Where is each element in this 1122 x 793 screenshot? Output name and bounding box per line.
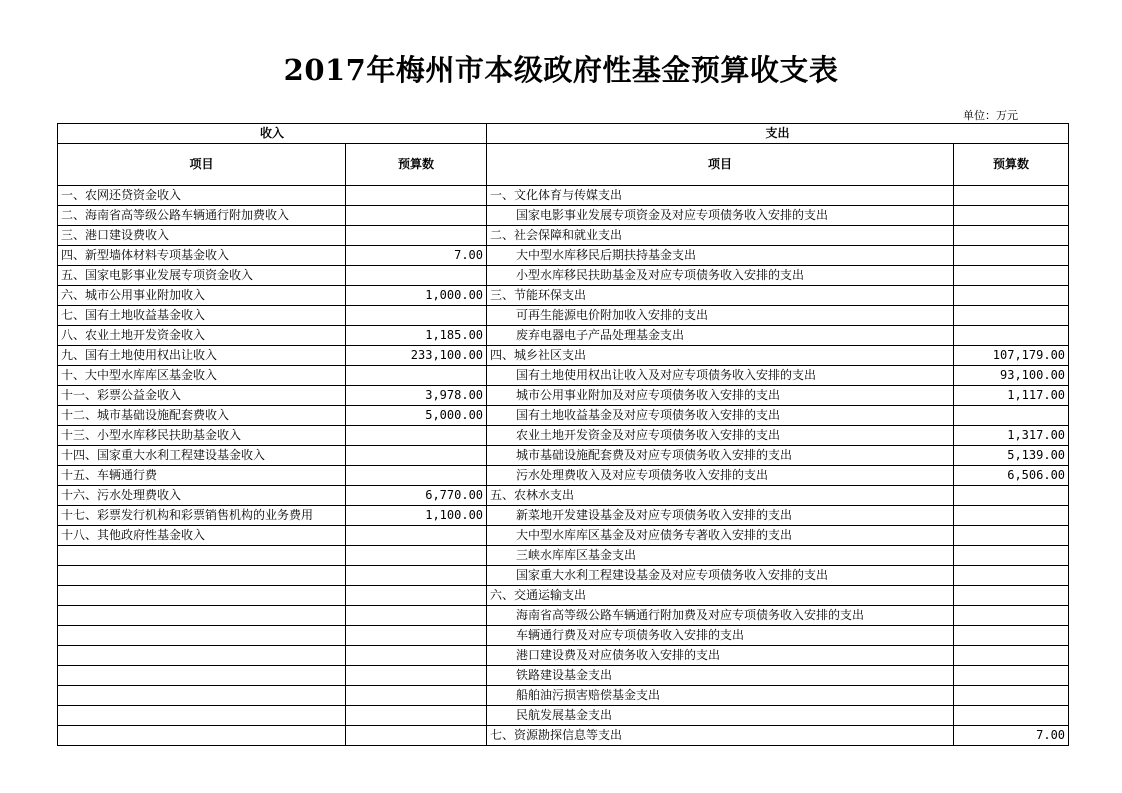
table-row [58,726,1069,746]
table-row [58,506,1069,526]
expense-item-cell: 一、文化体育与传媒支出 [487,186,954,206]
expense-value-cell [954,226,1069,246]
expense-item-cell: 大中型水库移民后期扶持基金支出 [487,246,954,266]
unit-label: 单位：万元 [963,109,1018,122]
table-row [58,366,1069,386]
table-row [58,586,1069,606]
expense-item-cell: 农业土地开发资金及对应专项债务收入安排的支出 [487,426,954,446]
expense-value-cell [954,666,1069,686]
expense-value-cell [954,486,1069,506]
income-value-cell [346,306,487,326]
income-value-cell [346,546,487,566]
expense-item-cell: 五、农林水支出 [487,486,954,506]
expense-item-cell: 城市公用事业附加及对应专项债务收入安排的支出 [487,386,954,406]
table-row [58,186,1069,206]
income-value-cell: 5,000.00 [346,406,487,426]
income-item-cell: 三、港口建设费收入 [58,226,346,246]
table-row [58,606,1069,626]
income-item-cell [58,646,346,666]
income-value-cell [346,446,487,466]
income-item-cell [58,626,346,646]
table-row [58,666,1069,686]
income-value-cell [346,466,487,486]
expense-item-cell: 港口建设费及对应债务收入安排的支出 [487,646,954,666]
income-value-cell [346,206,487,226]
income-value-cell [346,666,487,686]
table-row [58,466,1069,486]
expense-value-cell [954,326,1069,346]
income-value-cell [346,726,487,746]
income-item-cell: 六、城市公用事业附加收入 [58,286,346,306]
expense-item-cell: 小型水库移民扶助基金及对应专项债务收入安排的支出 [487,266,954,286]
income-value-cell [346,606,487,626]
income-item-cell: 九、国有土地使用权出让收入 [58,346,346,366]
income-budget-header: 预算数 [346,144,487,186]
income-item-cell [58,666,346,686]
expense-section-header: 支出 [487,124,1069,144]
expense-value-cell: 107,179.00 [954,346,1069,366]
table-row [58,426,1069,446]
income-item-cell: 五、国家电影事业发展专项资金收入 [58,266,346,286]
expense-item-cell: 海南省高等级公路车辆通行附加费及对应专项债务收入安排的支出 [487,606,954,626]
expense-value-cell [954,266,1069,286]
expense-value-cell [954,586,1069,606]
expense-item-cell: 国有土地收益基金及对应专项债务收入安排的支出 [487,406,954,426]
expense-value-cell [954,506,1069,526]
income-item-cell: 二、海南省高等级公路车辆通行附加费收入 [58,206,346,226]
expense-value-cell [954,526,1069,546]
table-row [58,226,1069,246]
expense-item-cell: 船舶油污损害赔偿基金支出 [487,686,954,706]
income-item-cell [58,566,346,586]
table-row [58,646,1069,666]
income-value-cell: 1,100.00 [346,506,487,526]
income-item-header: 项目 [58,144,346,186]
table-row [58,266,1069,286]
column-header-row [58,144,1069,186]
income-value-cell [346,426,487,446]
expense-item-cell: 六、交通运输支出 [487,586,954,606]
expense-item-cell: 国家重大水利工程建设基金及对应专项债务收入安排的支出 [487,566,954,586]
table-row [58,626,1069,646]
table-row [58,686,1069,706]
income-value-cell [346,646,487,666]
expense-item-cell: 可再生能源电价附加收入安排的支出 [487,306,954,326]
income-item-cell [58,606,346,626]
income-value-cell [346,186,487,206]
income-item-cell [58,546,346,566]
expense-value-cell [954,246,1069,266]
table-row [58,406,1069,426]
expense-item-cell: 民航发展基金支出 [487,706,954,726]
income-item-cell: 十八、其他政府性基金收入 [58,526,346,546]
expense-value-cell: 5,139.00 [954,446,1069,466]
page-title: 2017年梅州市本级政府性基金预算收支表 [283,53,839,87]
expense-value-cell [954,706,1069,726]
expense-item-cell: 铁路建设基金支出 [487,666,954,686]
section-header-row [58,124,1069,144]
expense-item-cell: 国家电影事业发展专项资金及对应专项债务收入安排的支出 [487,206,954,226]
income-item-cell: 十二、城市基础设施配套费收入 [58,406,346,426]
table-row [58,306,1069,326]
expense-item-header: 项目 [487,144,954,186]
income-item-cell: 四、新型墙体材料专项基金收入 [58,246,346,266]
expense-value-cell [954,606,1069,626]
income-item-cell [58,706,346,726]
income-value-cell [346,526,487,546]
table-row [58,526,1069,546]
table-row [58,566,1069,586]
expense-item-cell: 新菜地开发建设基金及对应专项债务收入安排的支出 [487,506,954,526]
income-value-cell [346,686,487,706]
table-row [58,246,1069,266]
income-value-cell: 7.00 [346,246,487,266]
income-item-cell: 十、大中型水库库区基金收入 [58,366,346,386]
income-value-cell [346,626,487,646]
expense-value-cell [954,206,1069,226]
income-item-cell [58,726,346,746]
table-row [58,546,1069,566]
income-item-cell [58,586,346,606]
expense-item-cell: 城市基础设施配套费及对应专项债务收入安排的支出 [487,446,954,466]
income-item-cell: 七、国有土地收益基金收入 [58,306,346,326]
income-item-cell: 一、农网还贷资金收入 [58,186,346,206]
table-row [58,346,1069,366]
expense-item-cell: 大中型水库库区基金及对应债务专著收入安排的支出 [487,526,954,546]
expense-value-cell [954,186,1069,206]
expense-item-cell: 七、资源勘探信息等支出 [487,726,954,746]
income-item-cell [58,686,346,706]
expense-value-cell: 1,117.00 [954,386,1069,406]
expense-item-cell: 污水处理费收入及对应专项债务收入安排的支出 [487,466,954,486]
table-row [58,386,1069,406]
income-section-header: 收入 [58,124,487,144]
income-value-cell: 3,978.00 [346,386,487,406]
expense-value-cell [954,406,1069,426]
expense-item-cell: 四、城乡社区支出 [487,346,954,366]
expense-value-cell [954,686,1069,706]
income-item-cell: 十六、污水处理费收入 [58,486,346,506]
income-value-cell: 233,100.00 [346,346,487,366]
income-item-cell: 十七、彩票发行机构和彩票销售机构的业务费用 [58,506,346,526]
expense-item-cell: 三、节能环保支出 [487,286,954,306]
budget-table-body [58,124,1069,746]
income-item-cell: 八、农业土地开发资金收入 [58,326,346,346]
expense-value-cell: 7.00 [954,726,1069,746]
expense-item-cell: 国有土地使用权出让收入及对应专项债务收入安排的支出 [487,366,954,386]
expense-value-cell [954,306,1069,326]
income-value-cell [346,366,487,386]
expense-budget-header: 预算数 [954,144,1069,186]
expense-value-cell: 93,100.00 [954,366,1069,386]
income-item-cell: 十五、车辆通行费 [58,466,346,486]
income-value-cell [346,266,487,286]
expense-item-cell: 二、社会保障和就业支出 [487,226,954,246]
table-row [58,486,1069,506]
expense-value-cell [954,286,1069,306]
expense-item-cell: 车辆通行费及对应专项债务收入安排的支出 [487,626,954,646]
budget-table [57,123,1069,746]
table-row [58,446,1069,466]
income-item-cell: 十四、国家重大水利工程建设基金收入 [58,446,346,466]
expense-item-cell: 三峡水库库区基金支出 [487,546,954,566]
income-item-cell: 十一、彩票公益金收入 [58,386,346,406]
income-value-cell [346,706,487,726]
table-row [58,326,1069,346]
income-value-cell: 1,000.00 [346,286,487,306]
income-value-cell: 1,185.00 [346,326,487,346]
table-row [58,706,1069,726]
income-value-cell: 6,770.00 [346,486,487,506]
expense-value-cell: 1,317.00 [954,426,1069,446]
expense-value-cell [954,546,1069,566]
table-row [58,286,1069,306]
expense-value-cell [954,646,1069,666]
expense-value-cell [954,626,1069,646]
expense-value-cell [954,566,1069,586]
income-value-cell [346,586,487,606]
table-row [58,206,1069,226]
income-value-cell [346,226,487,246]
income-value-cell [346,566,487,586]
expense-value-cell: 6,506.00 [954,466,1069,486]
expense-item-cell: 废弃电器电子产品处理基金支出 [487,326,954,346]
income-item-cell: 十三、小型水库移民扶助基金收入 [58,426,346,446]
